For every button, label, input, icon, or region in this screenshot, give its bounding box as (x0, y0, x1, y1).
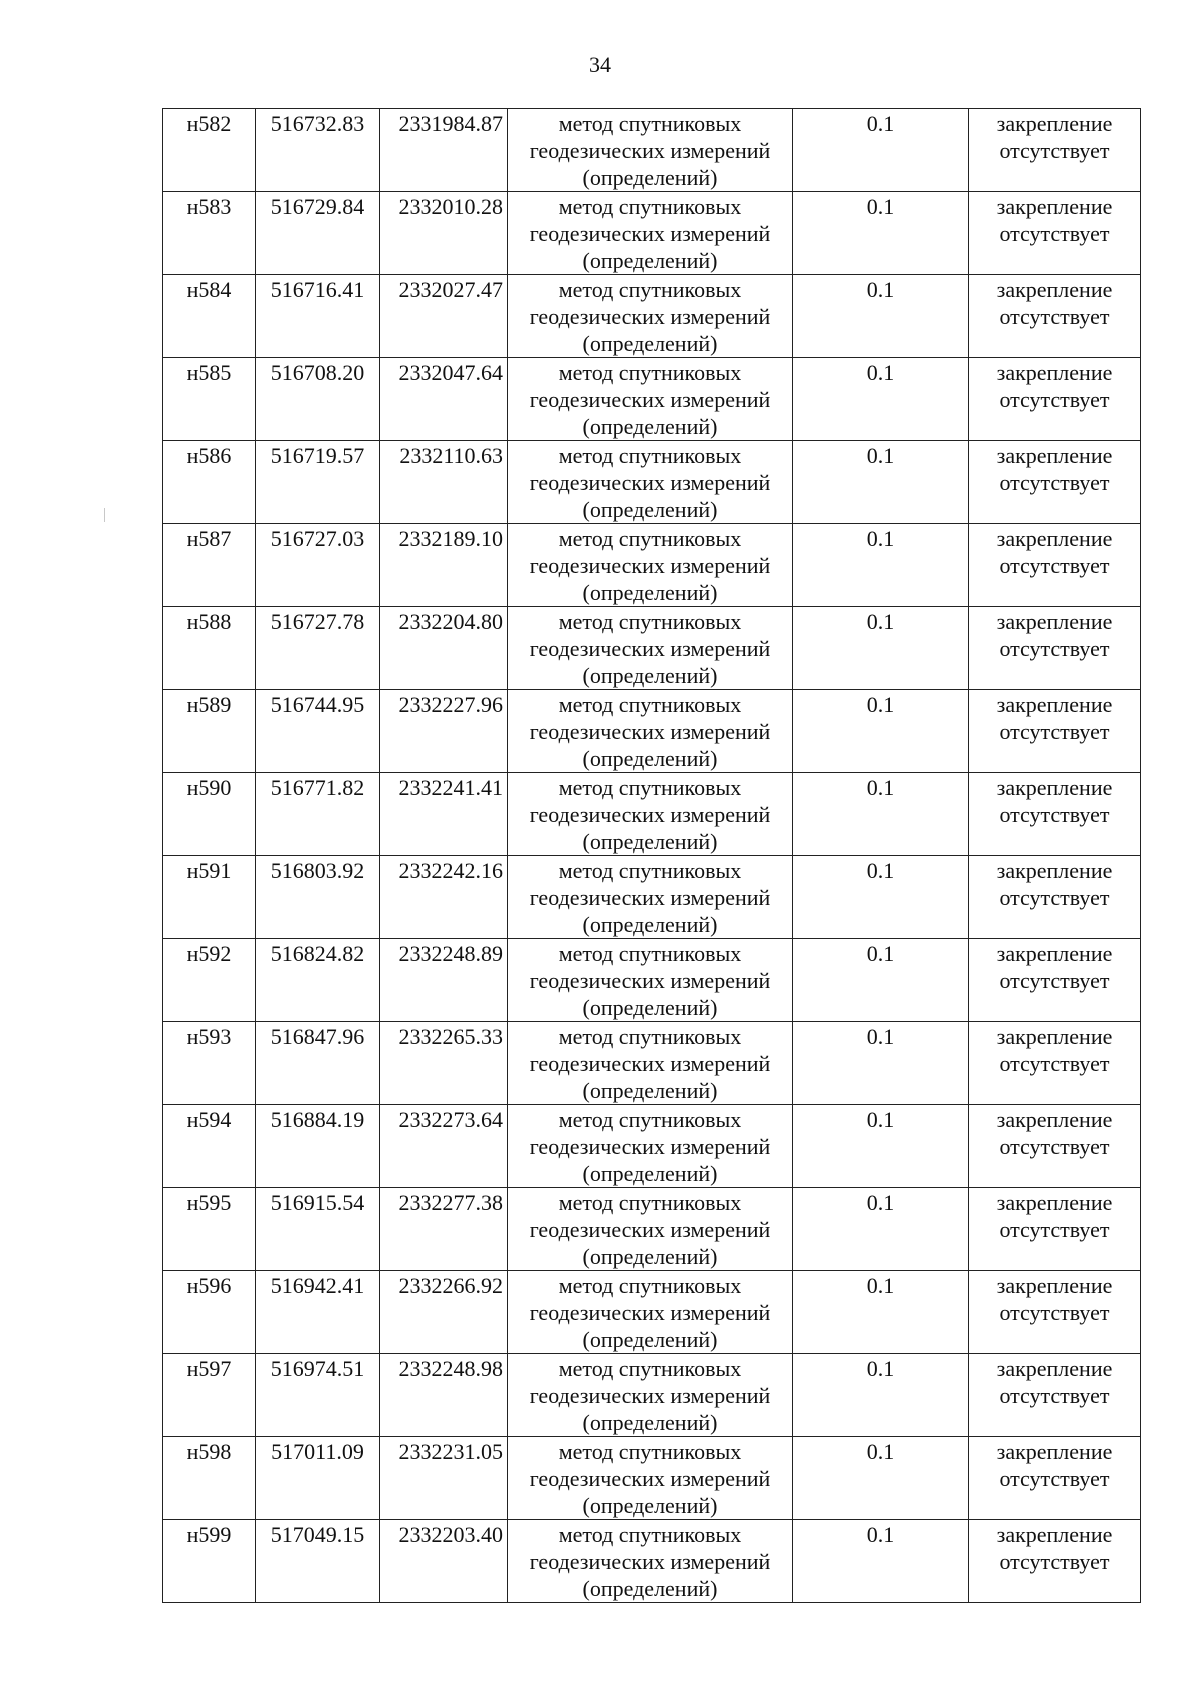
accuracy-value: 0.1 (866, 1356, 895, 1381)
y-coordinate-cell (380, 1520, 508, 1603)
fixing-line: закрепление (996, 609, 1113, 634)
point-name: н599 (186, 1522, 232, 1547)
method-line: геодезических измерений (529, 387, 771, 412)
y-coordinate-cell (380, 607, 508, 690)
x-coordinate-cell (256, 1188, 380, 1271)
method-line: геодезических измерений (529, 802, 771, 827)
fixing-line: отсутствует (999, 304, 1110, 329)
accuracy-cell (793, 524, 969, 607)
method-line: геодезических измерений (529, 719, 771, 744)
point-name-cell (163, 192, 256, 275)
method-cell (508, 939, 793, 1022)
x-coordinate-cell (256, 441, 380, 524)
x-coordinate: 516729.84 (270, 194, 365, 219)
y-coordinate: 2332047.64 (398, 360, 503, 385)
table-row (163, 607, 1141, 690)
fixing-line: отсутствует (999, 1383, 1110, 1408)
x-coordinate-cell (256, 607, 380, 690)
fixing-cell (969, 358, 1141, 441)
method-line: (определений) (582, 331, 718, 356)
accuracy-value: 0.1 (866, 1439, 895, 1464)
fixing-line: отсутствует (999, 885, 1110, 910)
method-line: метод спутниковых (558, 1190, 742, 1215)
accuracy-value: 0.1 (866, 194, 895, 219)
method-line: метод спутниковых (558, 692, 742, 717)
table-row (163, 939, 1141, 1022)
table-row (163, 109, 1141, 192)
method-line: (определений) (582, 580, 718, 605)
y-coordinate-cell (380, 1354, 508, 1437)
method-line: геодезических измерений (529, 1549, 771, 1574)
method-line: (определений) (582, 1078, 718, 1103)
fixing-line: закрепление (996, 941, 1113, 966)
fixing-cell (969, 1520, 1141, 1603)
accuracy-value: 0.1 (866, 443, 895, 468)
point-name: н584 (186, 277, 232, 302)
fixing-line: закрепление (996, 1522, 1113, 1547)
fixing-cell (969, 1022, 1141, 1105)
fixing-line: отсутствует (999, 719, 1110, 744)
fixing-line: закрепление (996, 858, 1113, 883)
y-coordinate-cell (380, 358, 508, 441)
y-coordinate-cell (380, 1271, 508, 1354)
accuracy-cell (793, 1437, 969, 1520)
fixing-line: отсутствует (999, 1217, 1110, 1242)
fixing-line: отсутствует (999, 1300, 1110, 1325)
x-coordinate-cell (256, 1271, 380, 1354)
fixing-line: отсутствует (999, 1549, 1110, 1574)
x-coordinate-cell (256, 1022, 380, 1105)
accuracy-value: 0.1 (866, 858, 895, 883)
y-coordinate: 2332010.28 (398, 194, 503, 219)
point-name: н588 (186, 609, 232, 634)
point-name-cell (163, 109, 256, 192)
point-name-cell (163, 1271, 256, 1354)
y-coordinate-cell (380, 690, 508, 773)
y-coordinate: 2332277.38 (398, 1190, 503, 1215)
table-row (163, 1271, 1141, 1354)
x-coordinate: 516942.41 (270, 1273, 365, 1298)
method-line: геодезических измерений (529, 1051, 771, 1076)
method-line: (определений) (582, 746, 718, 771)
accuracy-value: 0.1 (866, 1273, 895, 1298)
y-coordinate-cell (380, 275, 508, 358)
x-coordinate: 516719.57 (270, 443, 365, 468)
method-line: (определений) (582, 1244, 718, 1269)
accuracy-value: 0.1 (866, 1107, 895, 1132)
fixing-line: отсутствует (999, 636, 1110, 661)
table-row (163, 1354, 1141, 1437)
accuracy-cell (793, 441, 969, 524)
x-coordinate: 516974.51 (270, 1356, 365, 1381)
point-name-cell (163, 524, 256, 607)
point-name-cell (163, 1437, 256, 1520)
table-row (163, 690, 1141, 773)
point-name-cell (163, 275, 256, 358)
point-name: н590 (186, 775, 232, 800)
method-cell (508, 441, 793, 524)
x-coordinate-cell (256, 690, 380, 773)
fixing-line: закрепление (996, 692, 1113, 717)
method-line: (определений) (582, 414, 718, 439)
fixing-cell (969, 939, 1141, 1022)
y-coordinate: 2332203.40 (398, 1522, 503, 1547)
method-line: (определений) (582, 248, 718, 273)
fixing-cell (969, 1105, 1141, 1188)
y-coordinate: 2332273.64 (398, 1107, 503, 1132)
accuracy-value: 0.1 (866, 277, 895, 302)
point-name-cell (163, 358, 256, 441)
fixing-cell (969, 1437, 1141, 1520)
method-line: (определений) (582, 1493, 718, 1518)
x-coordinate: 516708.20 (270, 360, 365, 385)
point-name: н592 (186, 941, 232, 966)
accuracy-cell (793, 1354, 969, 1437)
fixing-line: закрепление (996, 443, 1113, 468)
fixing-line: отсутствует (999, 802, 1110, 827)
accuracy-cell (793, 1105, 969, 1188)
table-row (163, 192, 1141, 275)
y-coordinate-cell (380, 773, 508, 856)
method-cell (508, 524, 793, 607)
fixing-line: отсутствует (999, 470, 1110, 495)
fixing-line: закрепление (996, 1356, 1113, 1381)
method-cell (508, 1022, 793, 1105)
y-coordinate: 2332242.16 (398, 858, 503, 883)
x-coordinate: 517049.15 (270, 1522, 365, 1547)
table-row (163, 1022, 1141, 1105)
fixing-line: закрепление (996, 526, 1113, 551)
method-line: (определений) (582, 912, 718, 937)
y-coordinate-cell (380, 1437, 508, 1520)
fixing-cell (969, 109, 1141, 192)
y-coordinate: 2332265.33 (398, 1024, 503, 1049)
table-row (163, 441, 1141, 524)
method-line: геодезических измерений (529, 1300, 771, 1325)
fixing-cell (969, 1354, 1141, 1437)
accuracy-cell (793, 109, 969, 192)
method-line: метод спутниковых (558, 775, 742, 800)
y-coordinate: 2332189.10 (398, 526, 503, 551)
x-coordinate: 516727.03 (270, 526, 365, 551)
method-line: метод спутниковых (558, 1024, 742, 1049)
point-name: н591 (186, 858, 232, 883)
method-line: метод спутниковых (558, 277, 742, 302)
point-name-cell (163, 1188, 256, 1271)
y-coordinate: 2332241.41 (398, 775, 503, 800)
fixing-cell (969, 856, 1141, 939)
fixing-cell (969, 690, 1141, 773)
table-row (163, 275, 1141, 358)
method-line: (определений) (582, 995, 718, 1020)
table-row (163, 773, 1141, 856)
method-cell (508, 856, 793, 939)
method-line: (определений) (582, 1327, 718, 1352)
method-line: геодезических измерений (529, 1134, 771, 1159)
method-cell (508, 773, 793, 856)
x-coordinate-cell (256, 524, 380, 607)
x-coordinate-cell (256, 275, 380, 358)
method-line: метод спутниковых (558, 1522, 742, 1547)
method-line: геодезических измерений (529, 968, 771, 993)
fixing-line: закрепление (996, 775, 1113, 800)
accuracy-cell (793, 1271, 969, 1354)
method-line: метод спутниковых (558, 1107, 742, 1132)
y-coordinate-cell (380, 1188, 508, 1271)
method-cell (508, 1520, 793, 1603)
method-line: геодезических измерений (529, 138, 771, 163)
method-line: (определений) (582, 1410, 718, 1435)
x-coordinate: 516803.92 (270, 858, 365, 883)
x-coordinate-cell (256, 773, 380, 856)
accuracy-cell (793, 192, 969, 275)
point-name-cell (163, 690, 256, 773)
accuracy-value: 0.1 (866, 1522, 895, 1547)
fixing-line: закрепление (996, 1107, 1113, 1132)
y-coordinate-cell (380, 524, 508, 607)
method-cell (508, 109, 793, 192)
y-coordinate-cell (380, 939, 508, 1022)
method-line: метод спутниковых (558, 360, 742, 385)
point-name-cell (163, 1105, 256, 1188)
accuracy-value: 0.1 (866, 1024, 895, 1049)
fixing-cell (969, 607, 1141, 690)
accuracy-cell (793, 607, 969, 690)
y-coordinate: 2332227.96 (398, 692, 503, 717)
point-name: н598 (186, 1439, 232, 1464)
method-line: метод спутниковых (558, 609, 742, 634)
point-name: н597 (186, 1356, 232, 1381)
fixing-line: отсутствует (999, 138, 1110, 163)
point-name: н595 (186, 1190, 232, 1215)
accuracy-cell (793, 773, 969, 856)
x-coordinate-cell (256, 192, 380, 275)
fixing-cell (969, 1188, 1141, 1271)
point-name-cell (163, 607, 256, 690)
accuracy-value: 0.1 (866, 360, 895, 385)
x-coordinate-cell (256, 1520, 380, 1603)
x-coordinate: 516824.82 (270, 941, 365, 966)
method-line: метод спутниковых (558, 526, 742, 551)
table-row (163, 856, 1141, 939)
x-coordinate-cell (256, 1437, 380, 1520)
y-coordinate-cell (380, 192, 508, 275)
y-coordinate-cell (380, 856, 508, 939)
method-line: метод спутниковых (558, 443, 742, 468)
method-line: метод спутниковых (558, 1356, 742, 1381)
method-cell (508, 275, 793, 358)
fixing-line: закрепление (996, 1273, 1113, 1298)
method-line: (определений) (582, 829, 718, 854)
x-coordinate: 516716.41 (270, 277, 365, 302)
x-coordinate-cell (256, 1105, 380, 1188)
fixing-cell (969, 773, 1141, 856)
method-line: (определений) (582, 663, 718, 688)
fixing-cell (969, 1271, 1141, 1354)
fixing-line: отсутствует (999, 221, 1110, 246)
method-line: (определений) (582, 1161, 718, 1186)
point-name: н589 (186, 692, 232, 717)
fixing-line: отсутствует (999, 1134, 1110, 1159)
fixing-cell (969, 275, 1141, 358)
point-name: н587 (186, 526, 232, 551)
method-line: геодезических измерений (529, 1217, 771, 1242)
fixing-line: закрепление (996, 1190, 1113, 1215)
x-coordinate: 516744.95 (270, 692, 365, 717)
fixing-line: отсутствует (999, 968, 1110, 993)
method-cell (508, 607, 793, 690)
method-line: геодезических измерений (529, 304, 771, 329)
fixing-line: закрепление (996, 111, 1113, 136)
method-line: геодезических измерений (529, 1383, 771, 1408)
table-row (163, 1437, 1141, 1520)
point-name-cell (163, 773, 256, 856)
method-line: метод спутниковых (558, 858, 742, 883)
x-coordinate: 516732.83 (270, 111, 365, 136)
point-name: н582 (186, 111, 232, 136)
method-cell (508, 358, 793, 441)
y-coordinate-cell (380, 1105, 508, 1188)
accuracy-value: 0.1 (866, 692, 895, 717)
x-coordinate: 516771.82 (270, 775, 365, 800)
fixing-line: закрепление (996, 277, 1113, 302)
fixing-line: закрепление (996, 194, 1113, 219)
y-coordinate: 2331984.87 (398, 111, 503, 136)
method-line: метод спутниковых (558, 941, 742, 966)
method-line: геодезических измерений (529, 221, 771, 246)
y-coordinate: 2332110.63 (399, 443, 503, 468)
method-line: (определений) (582, 165, 718, 190)
point-name: н596 (186, 1273, 232, 1298)
accuracy-cell (793, 690, 969, 773)
table-row (163, 524, 1141, 607)
accuracy-cell (793, 1520, 969, 1603)
fixing-line: отсутствует (999, 553, 1110, 578)
y-coordinate: 2332248.98 (398, 1356, 503, 1381)
fixing-line: закрепление (996, 1439, 1113, 1464)
fixing-line: закрепление (996, 1024, 1113, 1049)
accuracy-cell (793, 358, 969, 441)
table-row (163, 1520, 1141, 1603)
method-line: (определений) (582, 497, 718, 522)
accuracy-cell (793, 275, 969, 358)
y-coordinate: 2332231.05 (398, 1439, 503, 1464)
method-line: (определений) (582, 1576, 718, 1601)
point-name: н586 (186, 443, 232, 468)
point-name-cell (163, 939, 256, 1022)
point-name: н594 (186, 1107, 232, 1132)
method-cell (508, 192, 793, 275)
scan-artifact (104, 508, 105, 522)
fixing-cell (969, 524, 1141, 607)
x-coordinate-cell (256, 939, 380, 1022)
y-coordinate-cell (380, 1022, 508, 1105)
method-cell (508, 690, 793, 773)
y-coordinate: 2332204.80 (398, 609, 503, 634)
accuracy-cell (793, 1022, 969, 1105)
point-name: н585 (186, 360, 232, 385)
y-coordinate: 2332248.89 (398, 941, 503, 966)
page-number: 34 (589, 52, 611, 77)
x-coordinate: 516727.78 (270, 609, 365, 634)
fixing-line: отсутствует (999, 1466, 1110, 1491)
method-line: геодезических измерений (529, 885, 771, 910)
accuracy-cell (793, 856, 969, 939)
table-row (163, 358, 1141, 441)
x-coordinate: 516915.54 (270, 1190, 365, 1215)
method-line: метод спутниковых (558, 111, 742, 136)
fixing-line: отсутствует (999, 1051, 1110, 1076)
accuracy-cell (793, 1188, 969, 1271)
table-row (163, 1188, 1141, 1271)
point-name-cell (163, 1022, 256, 1105)
method-line: метод спутниковых (558, 1439, 742, 1464)
method-line: метод спутниковых (558, 194, 742, 219)
fixing-line: закрепление (996, 360, 1113, 385)
x-coordinate-cell (256, 358, 380, 441)
point-name-cell (163, 1354, 256, 1437)
coordinates-table-body (163, 109, 1141, 1603)
point-name: н593 (186, 1024, 232, 1049)
method-line: геодезических измерений (529, 470, 771, 495)
method-cell (508, 1188, 793, 1271)
accuracy-value: 0.1 (866, 941, 895, 966)
x-coordinate-cell (256, 109, 380, 192)
fixing-cell (969, 441, 1141, 524)
coordinates-table (162, 108, 1141, 1603)
accuracy-value: 0.1 (866, 526, 895, 551)
point-name-cell (163, 856, 256, 939)
x-coordinate: 516884.19 (270, 1107, 365, 1132)
x-coordinate: 517011.09 (271, 1439, 364, 1464)
method-line: геодезических измерений (529, 636, 771, 661)
method-cell (508, 1354, 793, 1437)
method-cell (508, 1271, 793, 1354)
accuracy-value: 0.1 (866, 775, 895, 800)
y-coordinate-cell (380, 109, 508, 192)
accuracy-value: 0.1 (866, 1190, 895, 1215)
y-coordinate: 2332266.92 (398, 1273, 503, 1298)
accuracy-value: 0.1 (866, 111, 895, 136)
point-name-cell (163, 441, 256, 524)
method-line: геодезических измерений (529, 1466, 771, 1491)
method-line: метод спутниковых (558, 1273, 742, 1298)
y-coordinate: 2332027.47 (398, 277, 503, 302)
x-coordinate-cell (256, 856, 380, 939)
method-cell (508, 1437, 793, 1520)
accuracy-cell (793, 939, 969, 1022)
x-coordinate: 516847.96 (270, 1024, 365, 1049)
point-name: н583 (186, 194, 232, 219)
point-name-cell (163, 1520, 256, 1603)
fixing-line: отсутствует (999, 387, 1110, 412)
table-row (163, 1105, 1141, 1188)
fixing-cell (969, 192, 1141, 275)
y-coordinate-cell (380, 441, 508, 524)
method-cell (508, 1105, 793, 1188)
accuracy-value: 0.1 (866, 609, 895, 634)
method-line: геодезических измерений (529, 553, 771, 578)
x-coordinate-cell (256, 1354, 380, 1437)
